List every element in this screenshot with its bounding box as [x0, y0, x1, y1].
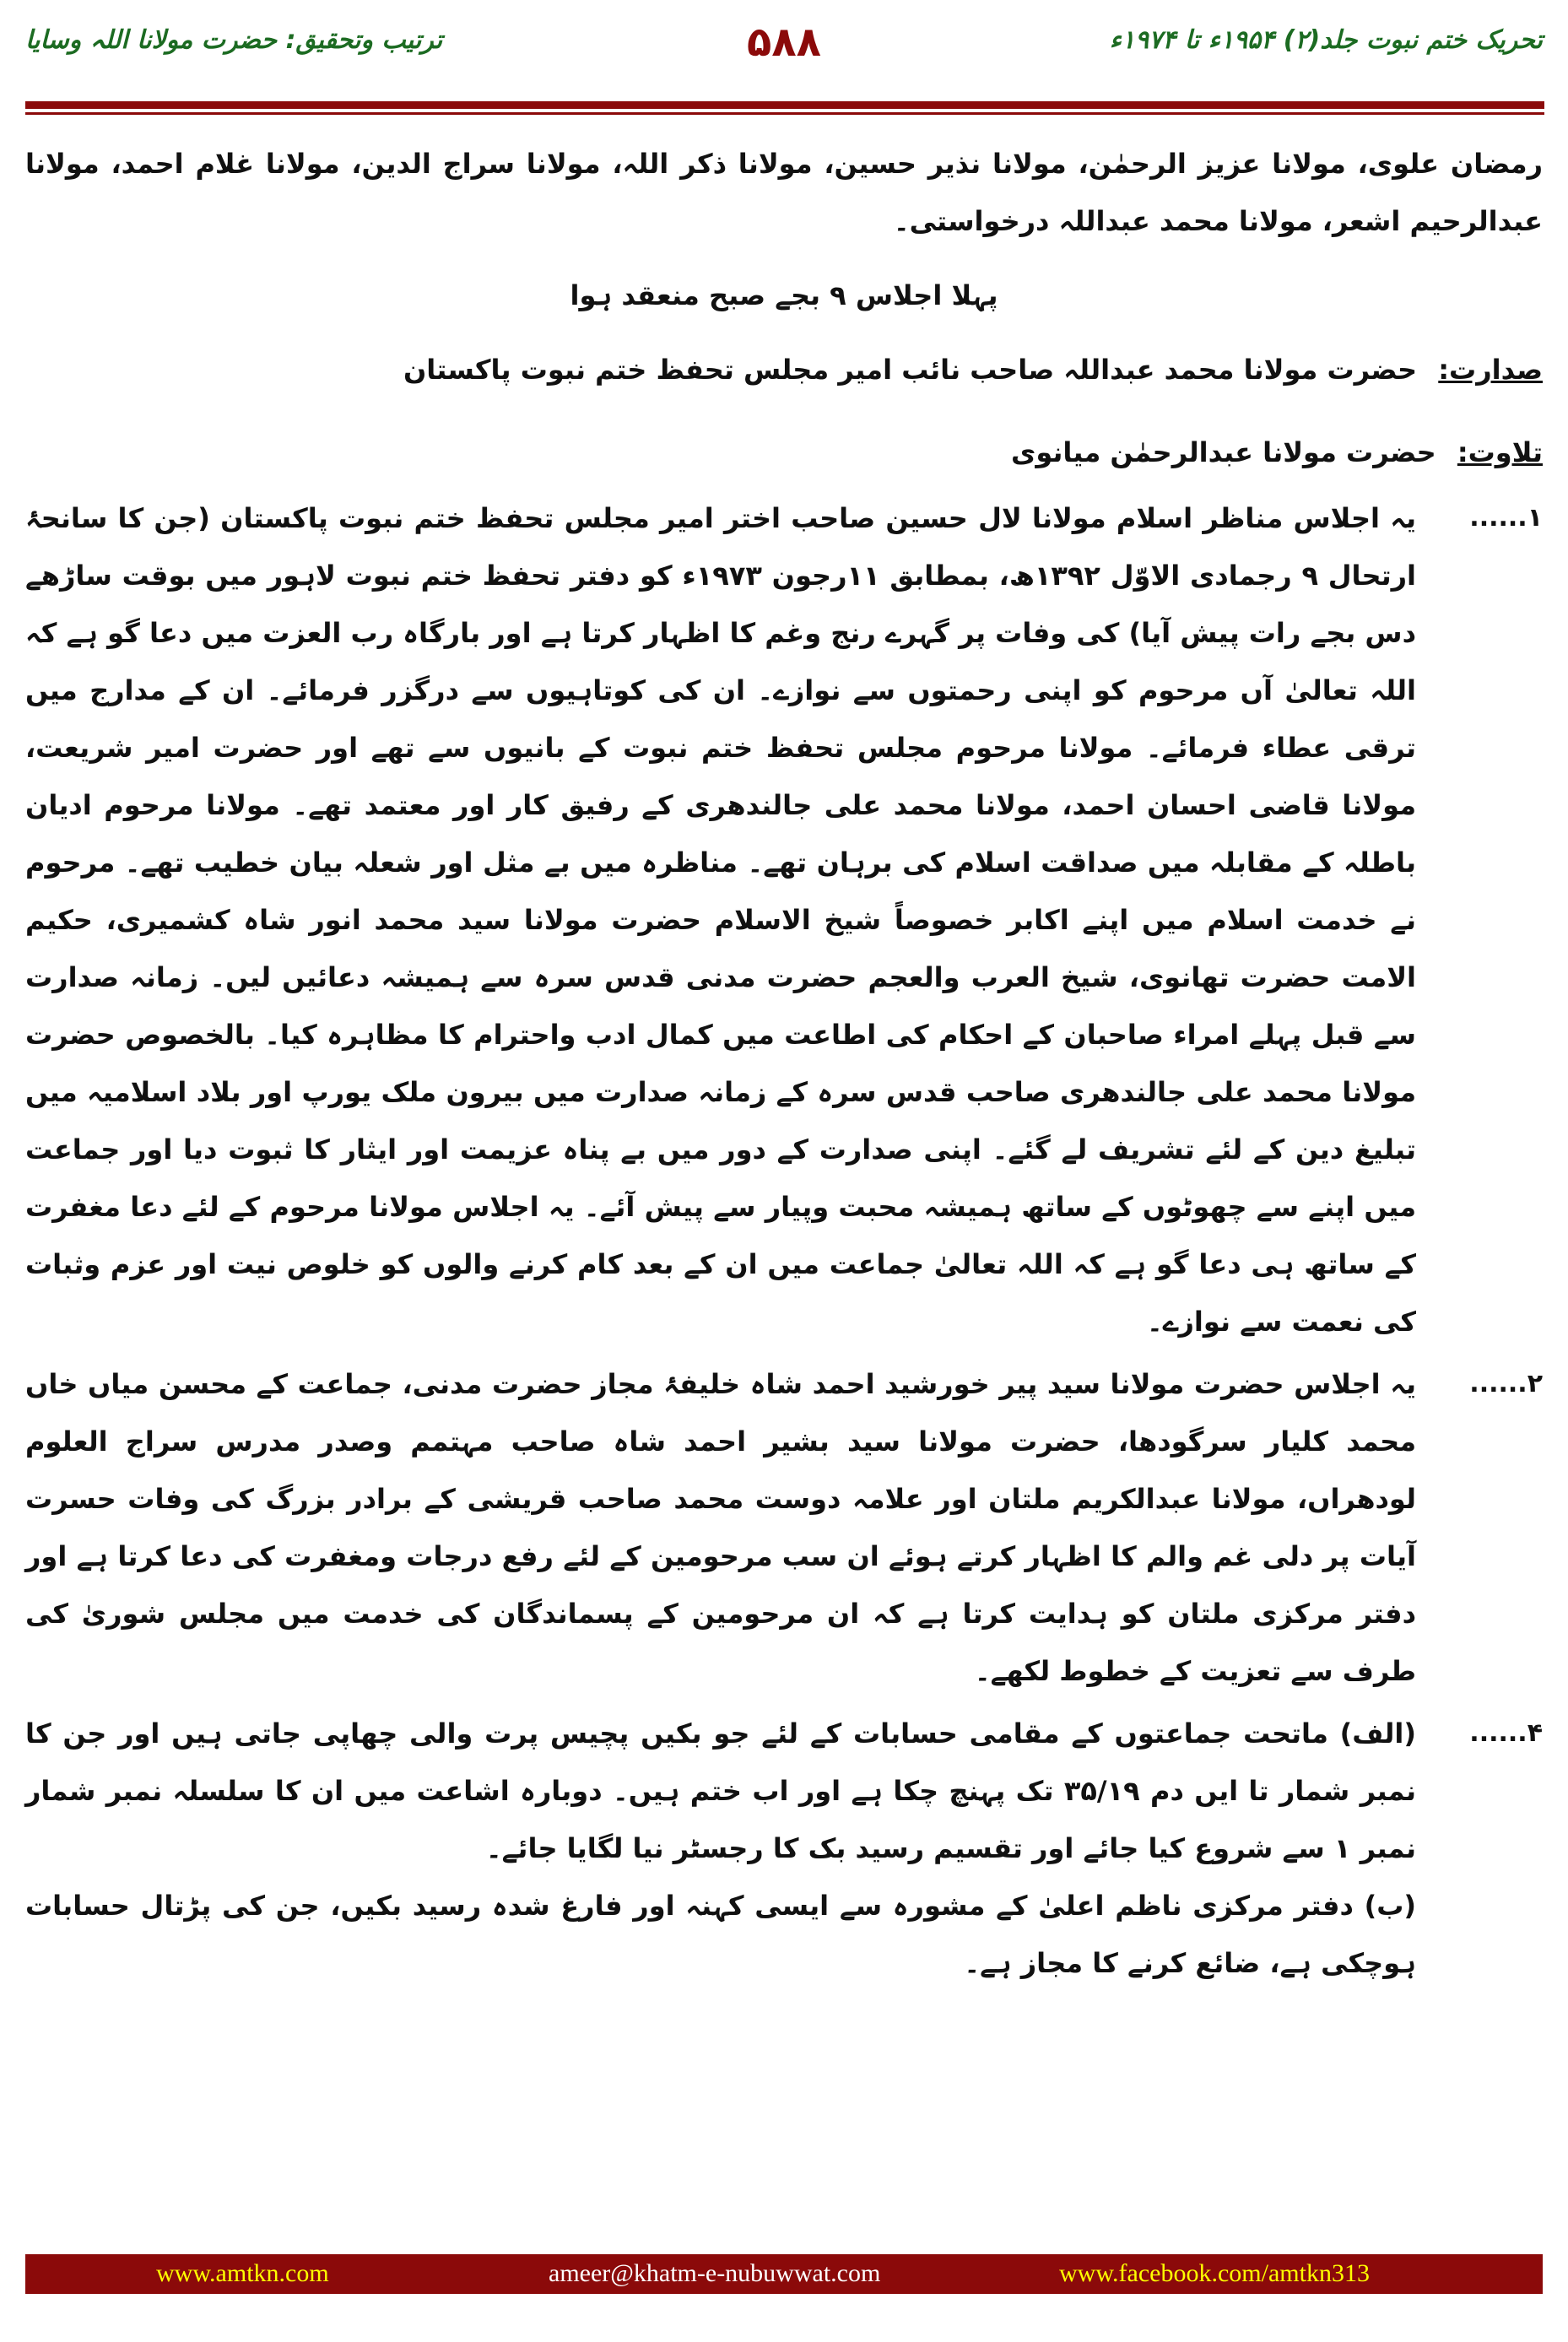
- presidency: [25, 341, 1543, 398]
- page-body: [0, 118, 1568, 1992]
- resolution: [25, 1705, 1543, 1992]
- paragraph-line: دعائیں لیں۔ زمانہ صدارت سے قبل پہلے امراء صاحبان کے احکام کی اطاعت میں کمال ادب واحترام کا مظاہرہ کیا۔ بالخصوص: [25, 961, 1417, 1051]
- page-header: [0, 0, 1568, 118]
- presidency-label: صدارت:: [1438, 354, 1543, 386]
- footer-bar: [25, 2254, 1543, 2294]
- paragraph-line: رنج وغم کا اظہار کرتا ہے اور بارگاہ رب العزت میں دعا گو ہے کہ اللہ تعالیٰ آں مرحوم کو اپنی رحمتوں سے نوازے۔ ان کی کوتاہیوں: [25, 617, 1417, 706]
- intro-line: رمضان علوی، مولانا عزیز الرحمٰن، مولانا نذیر حسین، مولانا ذکر اللہ، مولانا سراج الدین، مولانا غلام احمد، مولانا عبدالرحیم اشعر،: [25, 148, 1543, 237]
- intro-line: مولانا محمد عبداللہ درخواستی۔: [893, 205, 1313, 237]
- paragraph-line: ساتھ ہمیشہ محبت وپیار سے پیش آئے۔ یہ اجلاس مولانا مرحوم کے لئے دعا مغفرت کے ساتھ ہی دعا گو ہے کہ اللہ تعالیٰ جماعت: [25, 1191, 1416, 1280]
- paragraph-number: ۲......: [1469, 1369, 1543, 1398]
- paragraph-line: صداقت اسلام کی برہان تھے۔ مناظرہ میں بے مثل اور شعلہ بیان خطیب تھے۔ مرحوم نے خدمت اسلام میں اپنے اکابر خصوصاً: [25, 846, 1417, 936]
- paragraph-number: ۱......: [1469, 503, 1543, 533]
- paragraph-line: یہ اجلاس حضرت مولانا سید پیر خورشید احمد شاہ خلیفۂ مجاز حضرت مدنی، جماعت کے محسن میاں خاں محمد کلیار سرگودھا، حضرت مولانا: [25, 1368, 1417, 1458]
- recitation: [25, 424, 1543, 481]
- resolutions: [25, 489, 1543, 1992]
- recitation-text: حضرت مولانا عبدالرحمٰن میانوی: [1010, 436, 1436, 468]
- paragraph-line: (ب) دفتر مرکزی ناظم اعلیٰ کے مشورہ سے ایسی کہنہ اور فارغ شدہ رسید بکیں، جن کی پڑتال حسابات ہوچکی ہے، ضائع کرنے کا: [25, 1890, 1417, 1979]
- header-rule-thin: [25, 112, 1544, 115]
- paragraph-line: کے خطوط لکھے۔: [974, 1655, 1192, 1687]
- intro: [25, 135, 1543, 250]
- paragraph-line: لئے تشریف لے گئے۔ اپنی صدارت کے دور میں بے پناہ عزیمت اور ایثار کا ثبوت دیا اور جماعت میں اپنے سے چھوٹوں کے: [25, 1133, 1417, 1223]
- paragraph-line: سے درگزر فرمائے۔ ان کے مدارج میں ترقی عطاء فرمائے۔ مولانا مرحوم مجلس تحفظ ختم نبوت کے بانیوں سے تھے اور حضرت امیر: [25, 674, 1417, 764]
- book-title: تحریک ختم نبوت جلد(۲) ۱۹۵۴ء تا ۱۹۷۴ء: [1109, 25, 1543, 55]
- paragraph-line: برادر بزرگ کی وفات حسرت آیات پر دلی غم والم کا اظہار کرتے ہوئے ان سب مرحومین کے لئے رفع درجات ومغفرت کی دعا: [25, 1483, 1417, 1572]
- email-link[interactable]: ameer@khatm-e-nubuwwat.com: [549, 2259, 881, 2287]
- recitation-label: تلاوت:: [1457, 436, 1543, 468]
- paragraph-line: لگایا جائے۔: [485, 1832, 624, 1864]
- paragraph-line: (الف) ماتحت جماعتوں کے مقامی حسابات کے لئے جو بکیں پچیس پرت والی چھاپی جاتی ہیں اور جن کا نمبر شمار تا ایں دم ۳۵/۱۹: [25, 1717, 1416, 1807]
- paragraph-line: میں ان کے بعد کام کرنے والوں کو خلوص نیت اور عزم وثبات کی نعمت سے نوازے۔: [25, 1248, 1416, 1338]
- website-link[interactable]: www.amtkn.com: [156, 2259, 329, 2287]
- resolution: [25, 1355, 1543, 1700]
- paragraph-text: [25, 489, 1416, 1350]
- paragraph-line: ۱۳۹۲ھ، بمطابق ۱۱رجون ۱۹۷۳ء کو دفتر تحفظ ختم نبوت لاہور میں بوقت ساڑھے دس بجے رات پیش آیا) کی وفات پر گہرے: [25, 560, 1417, 649]
- paragraph-line: مجاز ہے۔: [964, 1947, 1084, 1979]
- spacer: [0, 1992, 1568, 2229]
- facebook-link[interactable]: www.facebook.com/amtkn313: [1059, 2259, 1370, 2287]
- paragraph-line: شریعت، مولانا قاضی احسان احمد، مولانا محمد علی جالندھری کے رفیق کار اور معتمد تھے۔ مولانا مرحوم ادیان باطلہ کے مقابلہ میں: [25, 732, 1417, 879]
- paragraph-text: [25, 1705, 1416, 1992]
- paragraph-text: [25, 1355, 1416, 1700]
- compiler-credit: ترتیب وتحقیق: حضرت مولانا اللہ وسایا: [25, 25, 443, 55]
- paragraph-line: شیخ الاسلام حضرت مولانا سید محمد انور شاہ کشمیری، حکیم الامت حضرت تھانوی، شیخ العرب والعجم حضرت مدنی قدس سرہ سے ہمیشہ: [25, 904, 1417, 993]
- paragraph-line: تک پہنچ چکا ہے اور اب ختم ہیں۔ دوبارہ اشاعت میں ان کا سلسلہ نمبر شمار نمبر ۱ سے شروع کیا جائے اور تقسیم رسید بک کا رجسٹر نیا: [25, 1775, 1416, 1864]
- paragraph-line: سید بشیر احمد شاہ صاحب مہتمم وصدر مدرس سراج العلوم لودھراں، مولانا عبدالکریم ملتان اور علامہ دوست محمد صاحب قریشی کے: [25, 1425, 1416, 1515]
- paragraph-line: حضرت مولانا محمد علی جالندھری صاحب قدس سرہ کے زمانہ صدارت میں بیرون ملک یورپ اور بلاد اسلامیہ میں تبلیغ دین کے: [25, 1019, 1416, 1166]
- paragraph-line: یہ اجلاس مناظر اسلام مولانا لال حسین صاحب اختر امیر مجلس تحفظ ختم نبوت پاکستان (جن کا سانحۂ ارتحال ۹ رجمادی الاوّل: [25, 502, 1417, 592]
- paragraph-number: ۴......: [1469, 1718, 1543, 1748]
- session-title: پہلا اجلاس ۹ بجے صبح منعقد ہوا: [570, 279, 998, 311]
- header-rule: [25, 101, 1544, 109]
- presidency-text: حضرت مولانا محمد عبداللہ صاحب نائب امیر مجلس تحفظ ختم نبوت پاکستان: [403, 354, 1418, 386]
- paragraph-line: کرتا ہے اور دفتر مرکزی ملتان کو ہدایت کرتا ہے کہ ان مرحومین کے پسماندگان کی خدمت میں مجلس شوریٰ کی طرف سے تعزیت: [25, 1540, 1416, 1687]
- page-number: ۵۸۸: [747, 19, 821, 66]
- resolution: [25, 489, 1543, 1350]
